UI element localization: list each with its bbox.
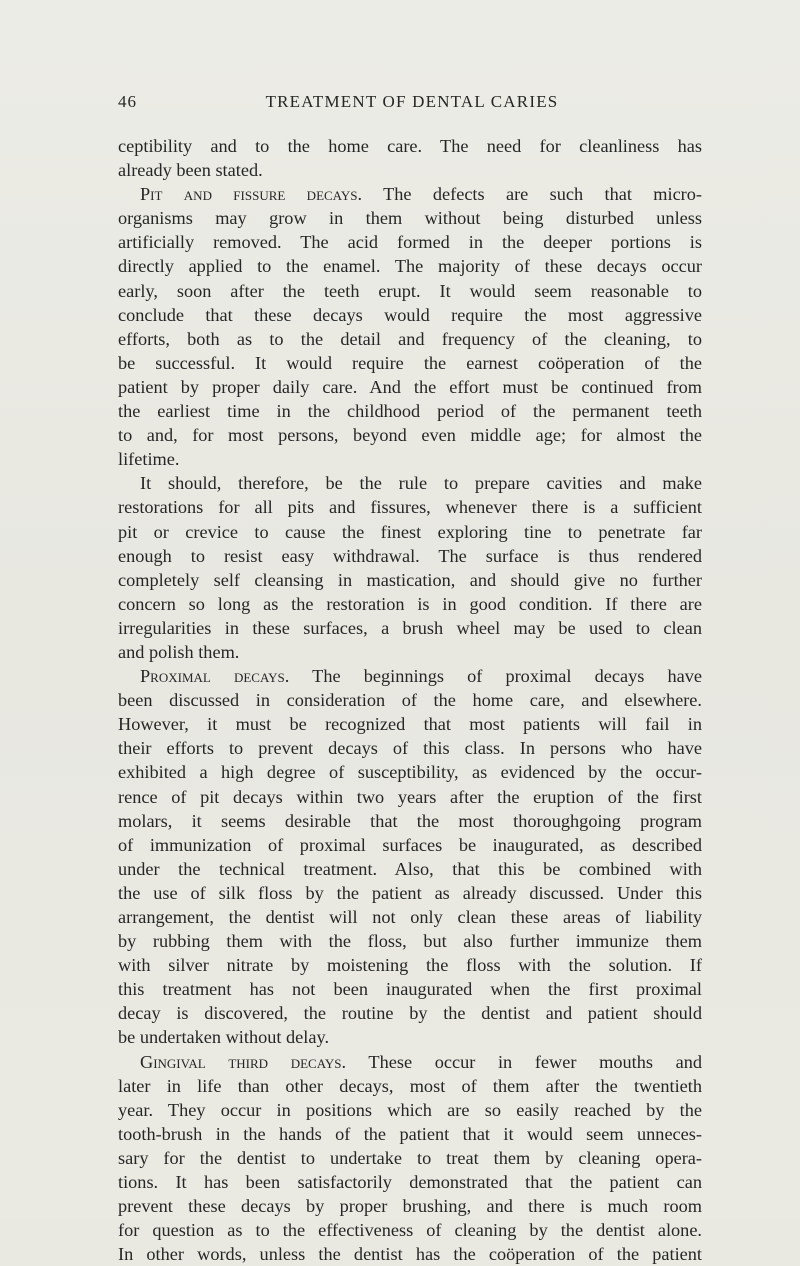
paragraph	[118, 134, 702, 182]
paragraph	[118, 182, 702, 471]
text-line: of immunization of proximal surfaces be inaugurated, as described	[118, 834, 702, 855]
text-line: However, it must be recognized that most patients will fail in	[118, 714, 702, 735]
text-line: lifetime.	[118, 449, 180, 470]
text-line: early, soon after the teeth erupt. It would seem reasonable to	[118, 280, 702, 301]
body-text	[118, 134, 702, 1266]
text-line: completely self cleansing in mastication, and should give no further	[118, 569, 702, 590]
text-line: later in life than other decays, most of them after the twentieth	[118, 1075, 702, 1096]
text-line: rence of pit decays within two years after the eruption of the first	[118, 786, 702, 807]
text-line: exhibited a high degree of susceptibility, as evidenced by the occur-	[118, 762, 702, 783]
text-line	[118, 1050, 702, 1074]
text-line: molars, it seems desirable that the most thoroughgoing program	[118, 810, 702, 831]
text-line: and polish them.	[118, 641, 240, 662]
text-line: for question as to the effectiveness of cleaning by the dentist alone.	[118, 1220, 702, 1241]
text-line: It should, therefore, be the rule to prepare cavities and make	[140, 473, 702, 494]
text-line: pit or crevice to cause the finest exploring tine to penetrate far	[118, 521, 702, 542]
text-run: The beginnings of proximal decays have	[289, 666, 702, 687]
text-line: their efforts to prevent decays of this class. In persons who have	[118, 738, 702, 759]
text-line: enough to resist easy withdrawal. The surface is thus rendered	[118, 545, 702, 566]
text-line: arrangement, the dentist will not only clean these areas of liability	[118, 907, 702, 927]
section-heading: Proximal decays.	[140, 666, 290, 687]
text-line: ceptibility and to the home care. The need for cleanliness has	[118, 136, 702, 156]
text-line: with silver nitrate by moistening the floss with the solution. If	[118, 955, 702, 976]
text-run: These occur in fewer mouths and	[346, 1051, 702, 1072]
text-line: by rubbing them with the floss, but also further immunize them	[118, 931, 702, 952]
text-line: tions. It has been satisfactorily demonstrated that the patient can	[118, 1172, 702, 1193]
text-line: to and, for most persons, beyond even middle age; for almost the	[118, 425, 702, 446]
text-line: restorations for all pits and fissures, whenever there is a sufficient	[118, 497, 702, 518]
text-line: under the technical treatment. Also, that this be combined with	[118, 858, 702, 879]
text-line: organisms may grow in them without being disturbed unless	[118, 208, 702, 229]
text-line: concern so long as the restoration is in good condition. If there are	[118, 593, 702, 614]
text-line: be undertaken without delay.	[118, 1027, 330, 1048]
page-number: 46	[118, 92, 137, 111]
text-line: artificially removed. The acid formed in the deeper portions is	[118, 232, 702, 253]
text-line: sary for the dentist to undertake to treat them by cleaning opera-	[118, 1147, 702, 1168]
text-line: year. They occur in positions which are so easily reached by the	[118, 1099, 702, 1120]
text-line: irregularities in these surfaces, a brush wheel may be used to clean	[118, 617, 702, 638]
text-line: this treatment has not been inaugurated when the first proximal	[118, 979, 702, 1000]
paragraph	[118, 1050, 702, 1266]
text-line: be successful. It would require the earnest coöperation of the	[118, 352, 702, 373]
text-line: the use of silk floss by the patient as already discussed. Under this	[118, 882, 702, 903]
section-heading: Gingival third decays.	[140, 1051, 347, 1072]
paragraph	[118, 664, 702, 1050]
text-line	[118, 182, 702, 206]
text-line: been discussed in consideration of the home care, and elsewhere.	[118, 690, 702, 711]
text-line: directly applied to the enamel. The majority of these decays occur	[118, 256, 702, 277]
running-title: TREATMENT OF DENTAL CARIES	[265, 92, 559, 111]
text-line: efforts, both as to the detail and frequency of the cleaning, to	[118, 328, 702, 349]
running-head	[118, 92, 706, 116]
text-line: In other words, unless the dentist has the coöperation of the patient	[118, 1244, 702, 1265]
text-line: the earliest time in the childhood period of the permanent teeth	[118, 401, 702, 422]
text-line: prevent these decays by proper brushing, and there is much room	[118, 1196, 702, 1217]
text-line: decay is discovered, the routine by the dentist and patient should	[118, 1003, 702, 1024]
text-line: conclude that these decays would require the most aggressive	[118, 304, 702, 325]
text-run: The defects are such that micro-	[362, 184, 702, 205]
section-heading: Pit and fissure decays.	[140, 184, 363, 205]
paragraph	[118, 471, 702, 664]
text-line: patient by proper daily care. And the effort must be continued from	[118, 376, 702, 397]
text-line: tooth-brush in the hands of the patient that it would seem unneces-	[118, 1123, 702, 1144]
text-line	[118, 664, 702, 688]
text-line: already been stated.	[118, 160, 263, 181]
